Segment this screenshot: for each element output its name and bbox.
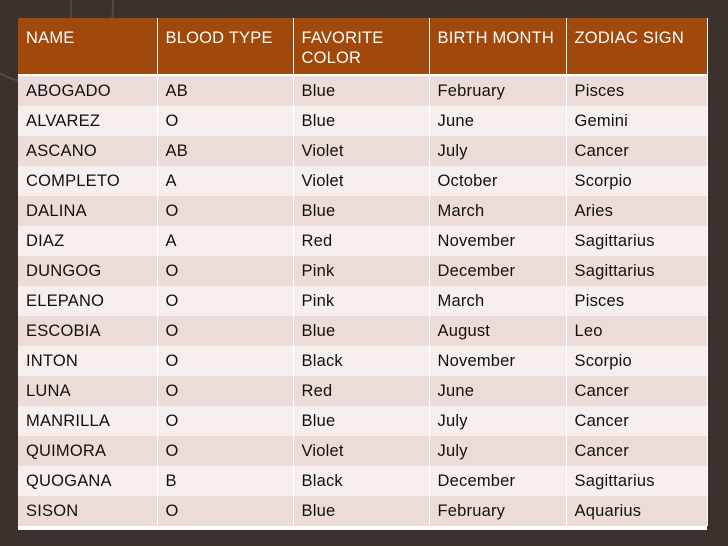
cell-birth-month: October xyxy=(429,166,566,196)
cell-name: INTON xyxy=(18,346,157,376)
cell-favorite-color: Violet xyxy=(293,166,429,196)
cell-favorite-color: Violet xyxy=(293,436,429,466)
students-table xyxy=(18,18,708,526)
cell-favorite-color: Blue xyxy=(293,406,429,436)
table-row xyxy=(18,75,707,106)
table-row xyxy=(18,286,707,316)
cell-name: DIAZ xyxy=(18,226,157,256)
cell-birth-month: February xyxy=(429,496,566,526)
cell-favorite-color: Red xyxy=(293,226,429,256)
cell-favorite-color: Blue xyxy=(293,106,429,136)
column-header-name: NAME xyxy=(18,18,157,75)
cell-zodiac-sign: Aries xyxy=(566,196,707,226)
cell-name: DUNGOG xyxy=(18,256,157,286)
cell-blood-type: O xyxy=(157,346,293,376)
cell-birth-month: July xyxy=(429,406,566,436)
cell-blood-type: A xyxy=(157,166,293,196)
cell-name: LUNA xyxy=(18,376,157,406)
table-row xyxy=(18,226,707,256)
cell-blood-type: O xyxy=(157,106,293,136)
cell-zodiac-sign: Aquarius xyxy=(566,496,707,526)
table-row xyxy=(18,496,707,526)
cell-zodiac-sign: Cancer xyxy=(566,436,707,466)
cell-name: QUIMORA xyxy=(18,436,157,466)
cell-favorite-color: Blue xyxy=(293,196,429,226)
cell-name: MANRILLA xyxy=(18,406,157,436)
cell-name: ABOGADO xyxy=(18,75,157,106)
table-row xyxy=(18,316,707,346)
cell-name: ASCANO xyxy=(18,136,157,166)
cell-zodiac-sign: Sagittarius xyxy=(566,466,707,496)
cell-blood-type: A xyxy=(157,226,293,256)
cell-zodiac-sign: Cancer xyxy=(566,376,707,406)
table-row xyxy=(18,466,707,496)
cell-birth-month: July xyxy=(429,136,566,166)
cell-name: QUOGANA xyxy=(18,466,157,496)
table-row xyxy=(18,406,707,436)
cell-blood-type: O xyxy=(157,256,293,286)
column-header-blood-type: BLOOD TYPE xyxy=(157,18,293,75)
cell-zodiac-sign: Sagittarius xyxy=(566,256,707,286)
cell-birth-month: August xyxy=(429,316,566,346)
table-row xyxy=(18,376,707,406)
cell-blood-type: O xyxy=(157,286,293,316)
cell-favorite-color: Blue xyxy=(293,75,429,106)
cell-favorite-color: Pink xyxy=(293,256,429,286)
cell-name: ALVAREZ xyxy=(18,106,157,136)
cell-zodiac-sign: Cancer xyxy=(566,136,707,166)
cell-birth-month: June xyxy=(429,106,566,136)
cell-favorite-color: Blue xyxy=(293,316,429,346)
cell-blood-type: O xyxy=(157,376,293,406)
cell-favorite-color: Violet xyxy=(293,136,429,166)
cell-zodiac-sign: Scorpio xyxy=(566,346,707,376)
table-row xyxy=(18,196,707,226)
cell-birth-month: June xyxy=(429,376,566,406)
cell-birth-month: December xyxy=(429,466,566,496)
cell-blood-type: B xyxy=(157,466,293,496)
cell-zodiac-sign: Gemini xyxy=(566,106,707,136)
table-row xyxy=(18,436,707,466)
cell-zodiac-sign: Pisces xyxy=(566,286,707,316)
table-row xyxy=(18,166,707,196)
cell-zodiac-sign: Leo xyxy=(566,316,707,346)
cell-favorite-color: Black xyxy=(293,466,429,496)
cell-name: ESCOBIA xyxy=(18,316,157,346)
data-table-container xyxy=(18,18,707,530)
cell-favorite-color: Red xyxy=(293,376,429,406)
cell-blood-type: O xyxy=(157,196,293,226)
cell-blood-type: O xyxy=(157,496,293,526)
cell-birth-month: February xyxy=(429,75,566,106)
cell-birth-month: March xyxy=(429,196,566,226)
cell-blood-type: AB xyxy=(157,136,293,166)
cell-blood-type: O xyxy=(157,436,293,466)
cell-blood-type: O xyxy=(157,406,293,436)
cell-birth-month: November xyxy=(429,346,566,376)
cell-birth-month: December xyxy=(429,256,566,286)
cell-favorite-color: Blue xyxy=(293,496,429,526)
cell-name: ELEPANO xyxy=(18,286,157,316)
cell-zodiac-sign: Cancer xyxy=(566,406,707,436)
cell-zodiac-sign: Scorpio xyxy=(566,166,707,196)
header-row xyxy=(18,18,707,75)
cell-name: SISON xyxy=(18,496,157,526)
cell-zodiac-sign: Sagittarius xyxy=(566,226,707,256)
cell-favorite-color: Pink xyxy=(293,286,429,316)
column-header-favorite-color: FAVORITE COLOR xyxy=(293,18,429,75)
cell-name: COMPLETO xyxy=(18,166,157,196)
table-row xyxy=(18,136,707,166)
column-header-zodiac-sign: ZODIAC SIGN xyxy=(566,18,707,75)
cell-blood-type: AB xyxy=(157,75,293,106)
cell-blood-type: O xyxy=(157,316,293,346)
cell-birth-month: March xyxy=(429,286,566,316)
cell-zodiac-sign: Pisces xyxy=(566,75,707,106)
table-row xyxy=(18,346,707,376)
table-row xyxy=(18,256,707,286)
cell-birth-month: July xyxy=(429,436,566,466)
cell-birth-month: November xyxy=(429,226,566,256)
cell-name: DALINA xyxy=(18,196,157,226)
table-row xyxy=(18,106,707,136)
column-header-birth-month: BIRTH MONTH xyxy=(429,18,566,75)
cell-favorite-color: Black xyxy=(293,346,429,376)
